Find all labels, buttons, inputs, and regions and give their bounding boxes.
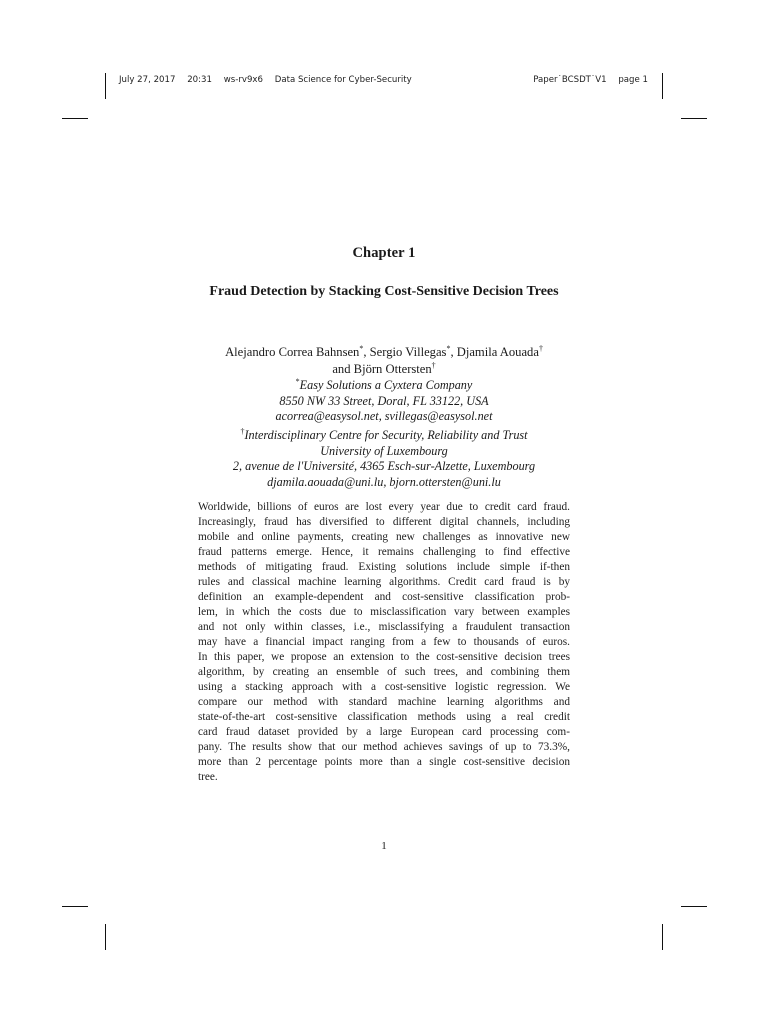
abstract-line: fraud patterns emerge. Hence, it remains challenging to find effective (198, 546, 570, 558)
affiliation-mark: * (295, 377, 300, 386)
running-header-right (524, 75, 648, 85)
author-list (0, 344, 768, 377)
abstract-line: and not only within classes, i.e., misclassifying a fraudulent transaction (198, 621, 570, 633)
abstract-line: Worldwide, billions of euros are lost every year due to credit card fraud. (198, 501, 570, 513)
abstract-line: pany. The results show that our method achieves savings of up to 73.3%, (198, 741, 570, 753)
affiliation-organization: Interdisciplinary Centre for Security, Reliability and Trust (244, 428, 528, 442)
header-time: 20:31 (187, 75, 212, 85)
author-affiliation-mark: † (431, 360, 436, 370)
abstract-line: definition an example-dependent and cost-sensitive classification prob- (198, 591, 570, 603)
running-header-left (119, 75, 421, 85)
affiliation-address: 2, avenue de l'Université, 4365 Esch-sur-Alzette, Luxembourg (232, 459, 536, 473)
affiliation-easy-solutions (0, 378, 768, 425)
author-name: Björn Ottersten (353, 361, 432, 376)
header-date: July 27, 2017 (119, 75, 176, 85)
abstract-line: more than 2 percentage points more than a single cost-sensitive decision (198, 756, 570, 768)
crop-mark-bottom-left-horizontal (62, 906, 88, 907)
abstract-line: rules and classical machine learning algorithms. Credit card fraud is by (198, 576, 570, 588)
crop-mark-top-right-horizontal (681, 118, 707, 119)
affiliation-organization: Easy Solutions a Cyxtera Company (299, 378, 473, 392)
header-file-name: Paper˙BCSDT˙V1 (533, 75, 607, 85)
crop-mark-top-left-vertical (105, 73, 106, 99)
affiliation-university: University of Luxembourg (320, 443, 448, 458)
affiliation-university-luxembourg (0, 428, 768, 490)
abstract-line: card fraud dataset provided by a large European card processing com- (198, 726, 570, 738)
affiliation-emails: acorrea@easysol.net, svillegas@easysol.net (275, 409, 493, 423)
chapter-title: Fraud Detection by Stacking Cost-Sensitive Decision Trees (209, 284, 559, 299)
abstract-line: algorithm, by creating an ensemble of such trees, and combining them (198, 666, 570, 678)
author-line-2 (0, 361, 768, 378)
author-affiliation-mark: * (359, 344, 364, 353)
header-format: ws-rv9x6 (223, 75, 263, 85)
crop-mark-bottom-left-vertical (105, 924, 106, 950)
crop-mark-bottom-right-vertical (662, 924, 663, 950)
abstract-line: may have a financial impact ranging from a few to thousands of euros. (198, 636, 570, 648)
header-page: page 1 (618, 75, 648, 85)
author-name: Alejandro Correa Bahnsen (225, 345, 360, 359)
author-conjunction: and (332, 361, 351, 376)
abstract-line: mobile and online payments, creating new challenges as innovative new (198, 531, 570, 543)
chapter-label: Chapter 1 (352, 245, 416, 261)
affiliation-mark: † (240, 427, 245, 436)
affiliation-line (0, 428, 768, 444)
crop-mark-bottom-right-horizontal (681, 906, 707, 907)
abstract-line: Increasingly, fraud has diversified to different digital channels, including (198, 516, 570, 528)
abstract-line: methods of mitigating fraud. Existing solutions include simple if-then (198, 561, 570, 573)
abstract-line: using a stacking approach with a cost-sensitive logistic regression. We (198, 681, 570, 693)
page-number: 1 (381, 840, 387, 852)
abstract-line: compare our method with standard machine learning algorithms and (198, 696, 570, 708)
affiliation-address: 8550 NW 33 Street, Doral, FL 33122, USA (279, 393, 489, 408)
affiliation-emails: djamila.aouada@uni.lu, bjorn.ottersten@uni.lu (267, 474, 501, 489)
abstract-line: In this paper, we propose an extension to the cost-sensitive decision trees (198, 651, 570, 663)
abstract (198, 500, 570, 785)
author-name: Sergio Villegas (369, 345, 447, 359)
header-book-title: Data Science for Cyber-Security (274, 75, 412, 85)
abstract-line: lem, in which the costs due to misclassification vary between examples (198, 606, 570, 618)
abstract-line: state-of-the-art cost-sensitive classification methods using a real credit (198, 711, 570, 723)
affiliation-line (0, 378, 768, 394)
abstract-line: tree. (198, 771, 218, 783)
author-name: Djamila Aouada (456, 345, 539, 359)
author-affiliation-mark: * (446, 344, 451, 353)
crop-mark-top-left-horizontal (62, 118, 88, 119)
author-line-1: Alejandro Correa Bahnsen*, Sergio Villegas*, Djamila Aouada† (225, 344, 543, 359)
author-affiliation-mark: † (538, 344, 543, 353)
crop-mark-top-right-vertical (662, 73, 663, 99)
